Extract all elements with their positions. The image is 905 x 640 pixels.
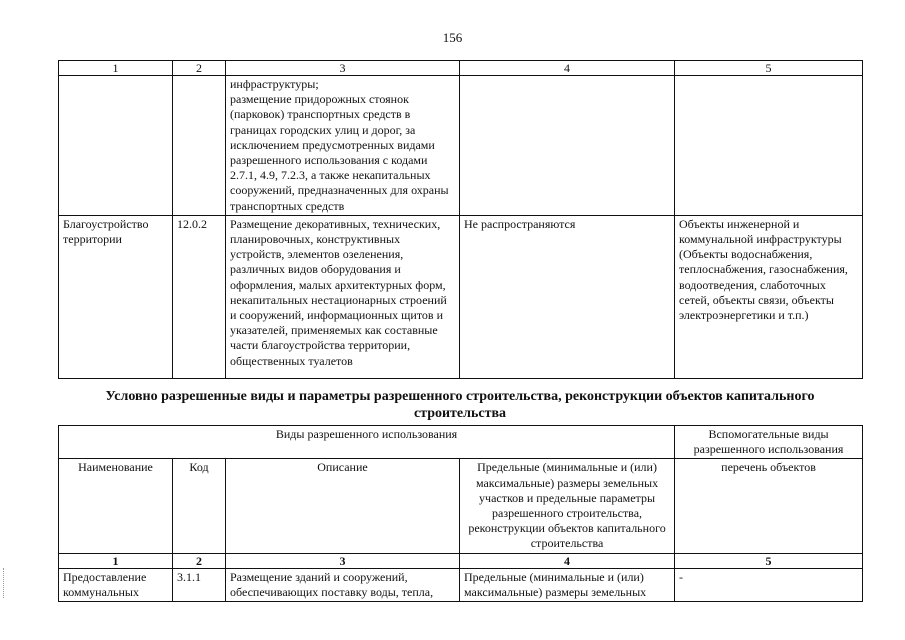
uses-group-header: Виды разрешенного использования <box>59 426 675 459</box>
code-header: Код <box>173 459 226 553</box>
description-header: Описание <box>226 459 460 553</box>
column-number: 4 <box>460 61 675 76</box>
description-cell: инфраструктуры; размещение придорожных стоянок (парковок) транспортных средств в границах городских улиц и дорог, за исключением предусмотренных видами разрешенного использования с кодами 2.7.1, 4.9, 7.2.3, а также некапитальных сооружений, предназначенных для охраны транспортных средств <box>226 76 460 216</box>
column-number: 3 <box>226 61 460 76</box>
parameters-header: Предельные (минимальные и (или) максимальные) размеры земельных участков и предельные параметры разрешенного строительства, реконструкции объектов капитального строительства <box>460 459 675 553</box>
column-number-row <box>59 61 863 76</box>
column-number: 3 <box>226 553 460 568</box>
auxiliary-group-header: Вспомогательные виды разрешенного использования <box>675 426 863 459</box>
description-cell: Размещение зданий и сооружений, обеспечивающих поставку воды, тепла, <box>226 568 460 601</box>
group-header-row <box>59 426 863 459</box>
parameters-cell: Не распространяются <box>460 215 675 378</box>
column-number: 1 <box>59 61 173 76</box>
auxiliary-header: перечень объектов <box>675 459 863 553</box>
permitted-uses-table-continued <box>58 60 863 379</box>
parameters-cell <box>460 76 675 216</box>
conditional-uses-table <box>58 425 863 602</box>
section-heading: Условно разрешенные виды и параметры разрешенного строительства, реконструкции объектов капитального строительства <box>105 389 815 421</box>
name-header: Наименование <box>59 459 173 553</box>
column-number: 2 <box>173 61 226 76</box>
code-cell: 3.1.1 <box>173 568 226 601</box>
auxiliary-cell <box>675 76 863 216</box>
column-number: 5 <box>675 61 863 76</box>
table-row <box>59 76 863 216</box>
column-number: 1 <box>59 553 173 568</box>
name-cell <box>59 76 173 216</box>
column-number: 4 <box>460 553 675 568</box>
column-number-row <box>59 553 863 568</box>
code-cell: 12.0.2 <box>173 215 226 378</box>
code-cell <box>173 76 226 216</box>
auxiliary-cell: - <box>675 568 863 601</box>
column-number: 5 <box>675 553 863 568</box>
name-cell: Предоставление коммунальных <box>59 568 173 601</box>
table-row <box>59 215 863 378</box>
description-cell: Размещение декоративных, технических, планировочных, конструктивных устройств, элементов озеленения, различных видов оборудования и оформления, малых архитектурных форм, некапитальных нестационарных строений и сооружений, информационных щитов и указателей, применяемых как составные части благоустройства территории, общественных туалетов <box>226 215 460 378</box>
page-number: 156 <box>442 30 463 45</box>
parameters-cell: Предельные (минимальные и (или) максимальные) размеры земельных <box>460 568 675 601</box>
column-number: 2 <box>173 553 226 568</box>
name-cell: Благоустройство территории <box>59 215 173 378</box>
scan-margin-mark <box>3 568 8 598</box>
auxiliary-cell: Объекты инженерной и коммунальной инфраструктуры (Объекты водоснабжения, теплоснабжения, газоснабжения, водоотведения, слаботочных сетей, объекты связи, объекты электроэнергетики и т.п.) <box>675 215 863 378</box>
table-row <box>59 568 863 601</box>
column-header-row <box>59 459 863 553</box>
